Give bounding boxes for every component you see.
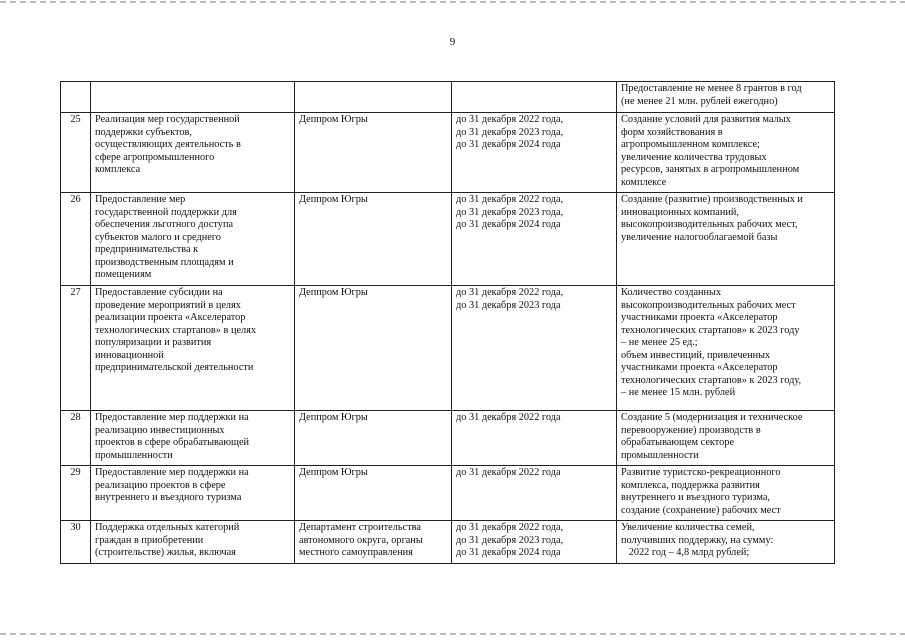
deadline-cell	[452, 113, 617, 193]
measure-name-line: государственной поддержки для	[95, 206, 237, 218]
deadline-line: до 31 декабря 2022 года,	[456, 287, 564, 298]
executor-line: Деппром Югры	[299, 287, 368, 298]
measure-name-line: технологических стартапов» в целях	[95, 324, 257, 336]
executor-line: Деппром Югры	[299, 467, 368, 478]
table-row	[61, 466, 835, 521]
deadline-cell	[452, 286, 617, 411]
expected-result-line: перевооружение) производств в	[621, 424, 761, 436]
row-number: 26	[61, 193, 91, 286]
measure-name-cell	[91, 113, 295, 193]
expected-result-line: высокопроизводительных рабочих мест,	[621, 219, 798, 230]
measure-name-line: Предоставление мер	[95, 194, 186, 205]
measure-name-line: (строительстве) жилья, включая	[95, 547, 236, 558]
measure-name-line: популяризации и развития	[95, 337, 212, 348]
table-row	[61, 82, 835, 113]
deadline-line: до 31 декабря 2024 года	[456, 219, 561, 230]
expected-result-cell	[617, 521, 835, 564]
measure-name-line: реализации проекта «Акселератор	[95, 312, 246, 323]
executor-line: Деппром Югры	[299, 412, 368, 423]
expected-result-line: Предоставление не менее 8 грантов в год	[621, 83, 802, 94]
deadline-cell	[452, 521, 617, 564]
expected-result-line: Развитие туристско-рекреационного	[621, 467, 781, 478]
measure-name-line: инновационной	[95, 349, 164, 361]
expected-result-line: Количество созданных	[621, 287, 722, 298]
executor-cell	[295, 411, 452, 466]
deadline-line: до 31 декабря 2023 года,	[456, 534, 564, 546]
executor-cell	[295, 82, 452, 113]
deadline-line: до 31 декабря 2023 года,	[456, 206, 564, 218]
executor-line: Деппром Югры	[299, 114, 368, 125]
expected-result-line: Увеличение количества семей,	[621, 522, 755, 533]
expected-result-line: агропромышленном комплексе;	[621, 139, 760, 150]
deadline-line: до 31 декабря 2022 года	[456, 412, 561, 423]
expected-result-line: Создание 5 (модернизация и техническое	[621, 412, 803, 423]
measure-name-line: помещениям	[95, 269, 152, 280]
measure-name-line: промышленности	[95, 449, 173, 461]
row-number	[61, 82, 91, 113]
row-number: 30	[61, 521, 91, 564]
expected-result-line: промышленности	[621, 449, 699, 461]
measure-name-cell	[91, 466, 295, 521]
table-row	[61, 286, 835, 411]
executor-cell	[295, 193, 452, 286]
deadline-cell	[452, 82, 617, 113]
measure-name-cell	[91, 193, 295, 286]
expected-result-line: технологических стартапов» к 2023 году,	[621, 374, 802, 386]
deadline-cell	[452, 193, 617, 286]
deadline-line: до 31 декабря 2022 года,	[456, 114, 564, 125]
measure-name-cell	[91, 82, 295, 113]
measure-name-line: Поддержка отдельных категорий	[95, 522, 240, 533]
expected-result-cell	[617, 82, 835, 113]
measure-name-line: Предоставление мер поддержки на	[95, 412, 249, 423]
measure-name-line: проведение мероприятий в целях	[95, 299, 241, 311]
executor-line: Департамент строительства	[299, 522, 421, 533]
expected-result-line: технологических стартапов» к 2023 году	[621, 324, 800, 336]
measure-name-line: производственным площадям и	[95, 256, 234, 268]
deadline-line: до 31 декабря 2022 года,	[456, 522, 564, 533]
measure-name-cell	[91, 286, 295, 411]
row-number: 27	[61, 286, 91, 411]
expected-result-line: объем инвестиций, привлеченных	[621, 349, 771, 361]
measure-name-line: предпринимательства к	[95, 244, 199, 255]
deadline-line: до 31 декабря 2024 года	[456, 139, 561, 150]
measure-name-line: граждан в приобретении	[95, 534, 204, 546]
executor-cell	[295, 466, 452, 521]
measure-name-line: Реализация мер государственной	[95, 114, 240, 125]
expected-result-line: Создание (развитие) производственных и	[621, 194, 803, 205]
executor-cell	[295, 286, 452, 411]
measure-name-cell	[91, 521, 295, 564]
deadline-line: до 31 декабря 2024 года	[456, 547, 561, 558]
page-number: 9	[449, 36, 456, 48]
deadline-cell	[452, 411, 617, 466]
measure-name-line: Предоставление субсидии на	[95, 287, 223, 298]
expected-result-line: комплекса, поддержка развития	[621, 479, 760, 491]
deadline-cell	[452, 466, 617, 521]
measure-name-cell	[91, 411, 295, 466]
expected-result-line: Создание условий для развития малых	[621, 114, 791, 125]
deadline-line: до 31 декабря 2023 года,	[456, 126, 564, 138]
measure-name-line: осуществляющих деятельность в	[95, 139, 241, 150]
row-number: 25	[61, 113, 91, 193]
expected-result-cell	[617, 466, 835, 521]
row-number: 28	[61, 411, 91, 466]
deadline-line: до 31 декабря 2023 года	[456, 299, 561, 311]
measure-name-line: комплекса	[95, 164, 141, 175]
measure-name-line: реализацию проектов в сфере	[95, 479, 226, 491]
measure-name-line: реализацию инвестиционных	[95, 424, 225, 436]
expected-result-line: увеличение налогооблагаемой базы	[621, 231, 778, 243]
expected-result-line: – не менее 25 ед.;	[621, 337, 698, 348]
table-row	[61, 411, 835, 466]
table-row	[61, 521, 835, 564]
table-row	[61, 193, 835, 286]
expected-result-line: ресурсов, занятых в агропромышленном	[621, 164, 800, 175]
table-row	[61, 113, 835, 193]
measure-name-line: Предоставление мер поддержки на	[95, 467, 249, 478]
expected-result-line: внутреннего и въездного туризма,	[621, 492, 771, 503]
expected-result-line: увеличение количества трудовых	[621, 151, 767, 163]
executor-cell	[295, 113, 452, 193]
expected-result-cell	[617, 193, 835, 286]
expected-result-line: высокопроизводительных рабочих мест	[621, 299, 796, 311]
measure-name-line: субъектов малого и среднего	[95, 231, 221, 243]
measure-name-line: предпринимательской деятельности	[95, 362, 254, 373]
executor-cell	[295, 521, 452, 564]
expected-result-line: участниками проекта «Акселератор	[621, 312, 778, 323]
measure-name-line: проектов в сфере обрабатывающей	[95, 437, 250, 448]
expected-result-line: комплексе	[621, 176, 667, 188]
executor-line: автономного округа, органы	[299, 534, 423, 546]
expected-result-line: 2022 год – 4,8 млрд рублей;	[621, 547, 750, 558]
measure-name-line: внутреннего и въездного туризма	[95, 492, 242, 503]
expected-result-line: получивших поддержку, на сумму:	[621, 534, 774, 546]
measure-name-line: сфере агропромышленного	[95, 151, 215, 163]
deadline-line: до 31 декабря 2022 года	[456, 467, 561, 478]
row-number: 29	[61, 466, 91, 521]
executor-line: Деппром Югры	[299, 194, 368, 205]
measure-name-line: поддержки субъектов,	[95, 126, 192, 138]
expected-result-line: инновационных компаний,	[621, 206, 739, 218]
scan-edge-top	[0, 1, 905, 3]
expected-result-cell	[617, 113, 835, 193]
expected-result-line: – не менее 15 млн. рублей	[621, 387, 736, 398]
deadline-line: до 31 декабря 2022 года,	[456, 194, 564, 205]
executor-line: местного самоуправления	[299, 547, 413, 558]
measure-name-line: обеспечения льготного доступа	[95, 219, 234, 230]
scan-edge-bottom	[0, 633, 905, 635]
expected-result-cell	[617, 411, 835, 466]
expected-result-line: (не менее 21 млн. рублей ежегодно)	[621, 95, 778, 107]
expected-result-line: обрабатывающем секторе	[621, 437, 735, 448]
expected-result-line: форм хозяйствования в	[621, 126, 723, 138]
expected-result-line: создание (сохранение) рабочих мест	[621, 504, 781, 516]
expected-result-cell	[617, 286, 835, 411]
measures-table	[60, 81, 835, 564]
expected-result-line: участниками проекта «Акселератор	[621, 362, 778, 373]
